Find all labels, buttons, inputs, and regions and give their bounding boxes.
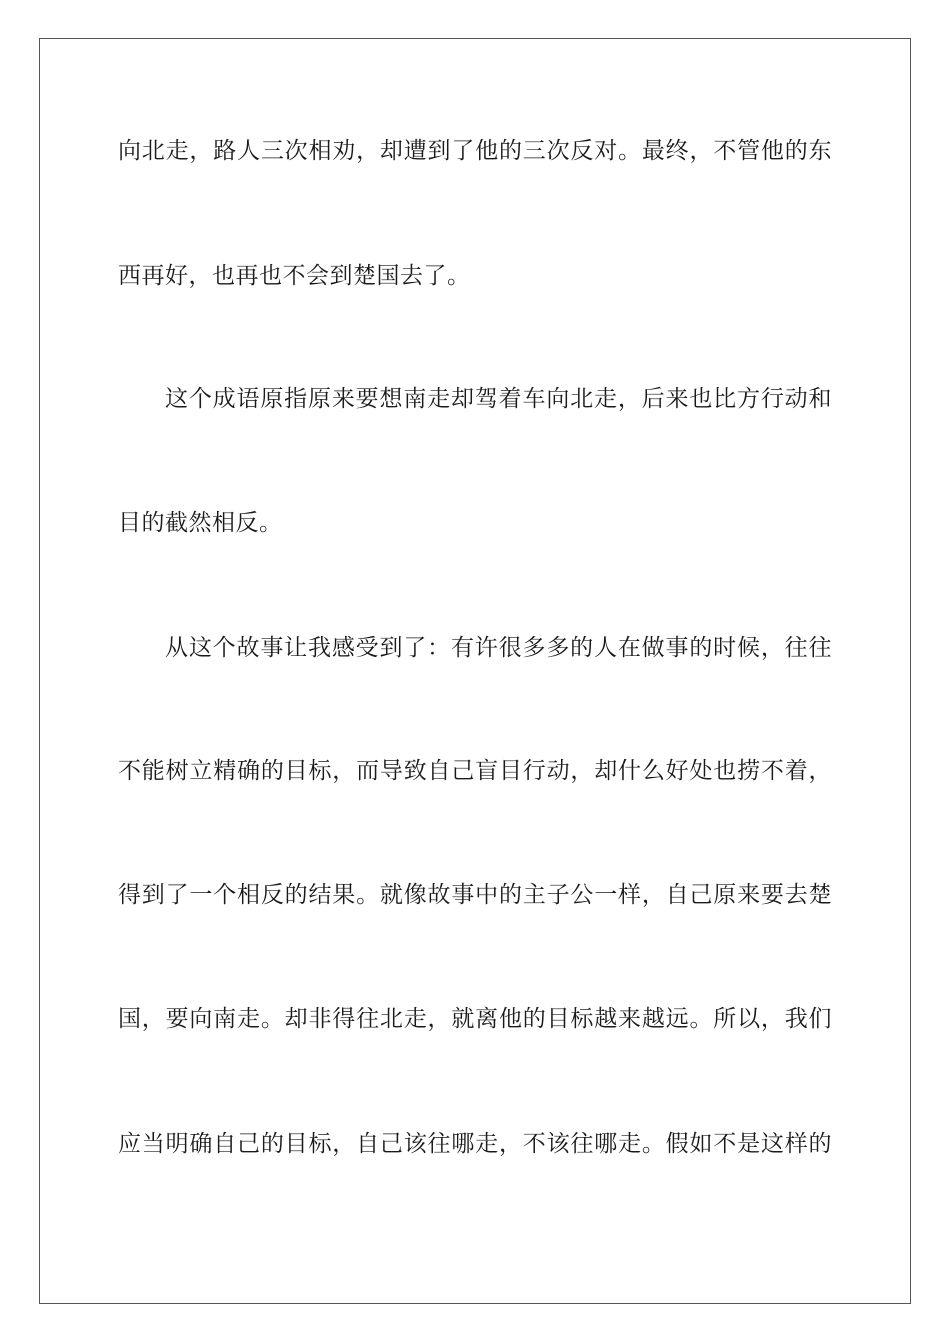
- text-line-6: 不能树立精确的目标，而导致自己盲目行动，却什么好处也捞不着，: [118, 758, 832, 784]
- page-border: [39, 38, 911, 1304]
- text-line-5: 从这个故事让我感受到了：有许很多多的人在做事的时候，往往: [165, 635, 832, 661]
- text-line-9: 应当明确自己的目标，自己该往哪走，不该往哪走。假如不是这样的: [118, 1131, 832, 1157]
- text-line-2: 西再好，也再也不会到楚国去了。: [118, 263, 471, 289]
- text-line-8: 国，要向南走。却非得往北走，就离他的目标越来越远。所以，我们: [118, 1006, 832, 1032]
- text-line-7: 得到了一个相反的结果。就像故事中的主子公一样，自己原来要去楚: [118, 882, 832, 908]
- text-line-3: 这个成语原指原来要想南走却驾着车向北走，后来也比方行动和: [165, 386, 832, 412]
- text-line-1: 向北走，路人三次相劝，却遭到了他的三次反对。最终，不管他的东: [118, 138, 832, 164]
- text-line-4: 目的截然相反。: [118, 510, 283, 536]
